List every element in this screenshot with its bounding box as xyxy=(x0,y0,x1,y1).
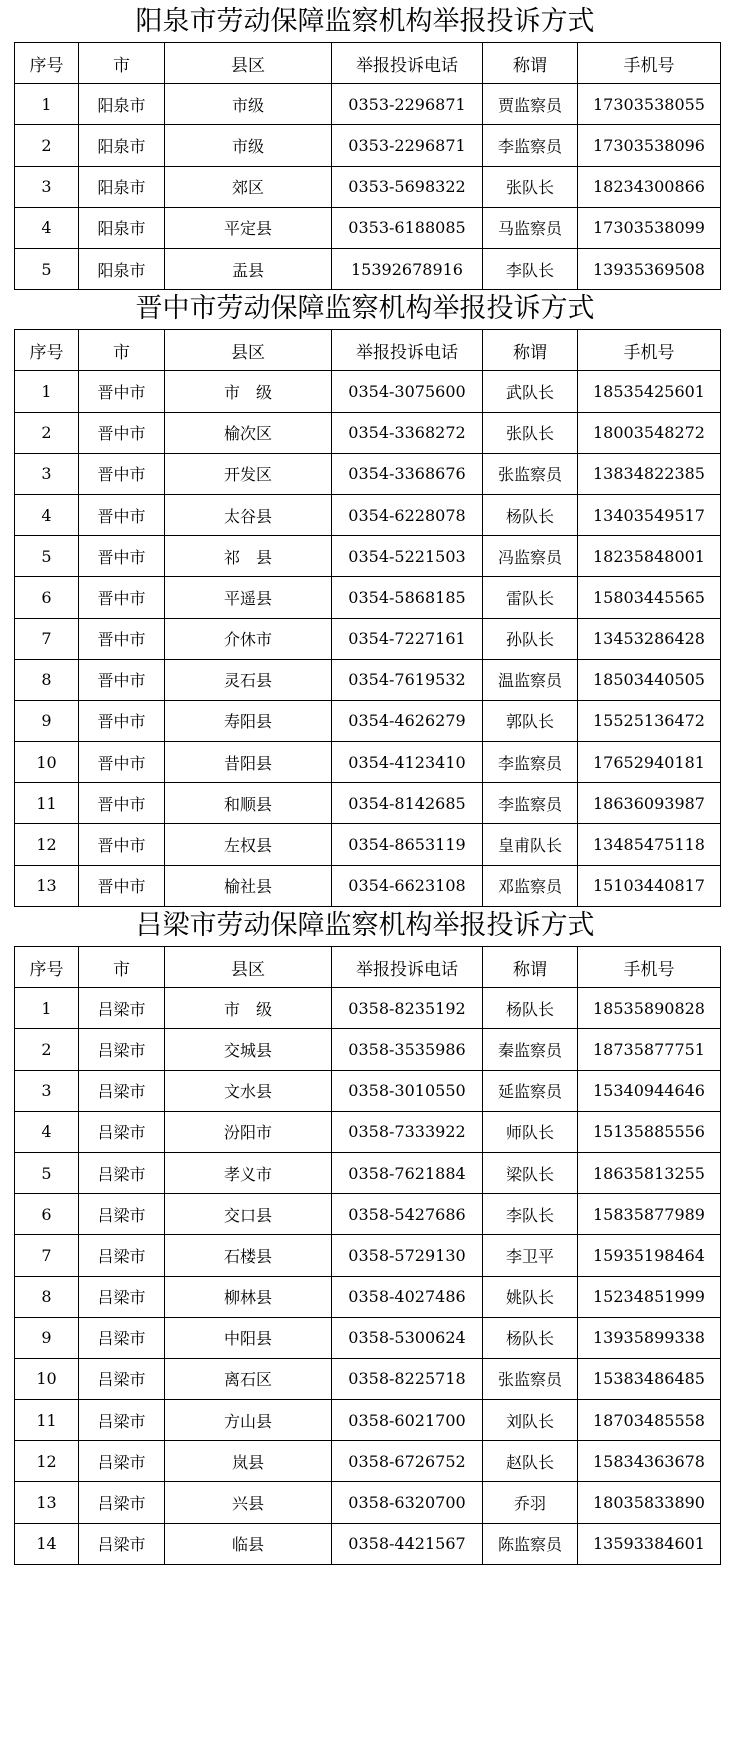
header-hotline: 举报投诉电话 xyxy=(332,330,483,371)
cell-district: 寿阳县 xyxy=(165,700,332,741)
table-header-row xyxy=(15,43,721,84)
cell-mobile: 15834363678 xyxy=(578,1441,721,1482)
cell-mobile: 18003548272 xyxy=(578,412,721,453)
cell-district: 灵石县 xyxy=(165,659,332,700)
cell-mobile: 15935198464 xyxy=(578,1235,721,1276)
cell-seq: 12 xyxy=(15,824,79,865)
cell-title: 延监察员 xyxy=(483,1070,578,1111)
cell-seq: 1 xyxy=(15,988,79,1029)
cell-hotline: 0358-8225718 xyxy=(332,1358,483,1399)
cell-city: 晋中市 xyxy=(79,742,165,783)
cell-title: 李监察员 xyxy=(483,742,578,783)
section-title: 吕梁市劳动保障监察机构举报投诉方式 xyxy=(135,910,595,941)
cell-seq: 10 xyxy=(15,742,79,783)
table-row xyxy=(15,494,721,535)
cell-title: 温监察员 xyxy=(483,659,578,700)
cell-hotline: 0354-6228078 xyxy=(332,494,483,535)
cell-hotline: 0354-8653119 xyxy=(332,824,483,865)
table-row xyxy=(15,783,721,824)
header-seq: 序号 xyxy=(15,330,79,371)
cell-hotline: 0358-6726752 xyxy=(332,1441,483,1482)
cell-title: 邓监察员 xyxy=(483,865,578,906)
header-city: 市 xyxy=(79,330,165,371)
cell-seq: 7 xyxy=(15,618,79,659)
cell-hotline: 0358-4027486 xyxy=(332,1276,483,1317)
table-row xyxy=(15,207,721,248)
cell-hotline: 0358-6320700 xyxy=(332,1482,483,1523)
cell-district: 左权县 xyxy=(165,824,332,865)
table-row xyxy=(15,824,721,865)
cell-hotline: 0358-7333922 xyxy=(332,1111,483,1152)
cell-mobile: 18636093987 xyxy=(578,783,721,824)
table-row xyxy=(15,659,721,700)
contact-table xyxy=(14,329,721,907)
cell-district: 临县 xyxy=(165,1523,332,1564)
cell-hotline: 0354-7619532 xyxy=(332,659,483,700)
cell-hotline: 0358-3010550 xyxy=(332,1070,483,1111)
cell-mobile: 13593384601 xyxy=(578,1523,721,1564)
cell-mobile: 13935899338 xyxy=(578,1317,721,1358)
cell-seq: 9 xyxy=(15,700,79,741)
cell-city: 阳泉市 xyxy=(79,248,165,289)
cell-district: 介休市 xyxy=(165,618,332,659)
cell-district: 榆社县 xyxy=(165,865,332,906)
cell-title: 杨队长 xyxy=(483,494,578,535)
table-row xyxy=(15,125,721,166)
table-row xyxy=(15,1111,721,1152)
cell-mobile: 13403549517 xyxy=(578,494,721,535)
table-row xyxy=(15,1276,721,1317)
cell-title: 李队长 xyxy=(483,1194,578,1235)
table-row xyxy=(15,1358,721,1399)
cell-mobile: 13485475118 xyxy=(578,824,721,865)
cell-city: 晋中市 xyxy=(79,659,165,700)
cell-hotline: 0354-6623108 xyxy=(332,865,483,906)
header-seq: 序号 xyxy=(15,947,79,988)
cell-city: 晋中市 xyxy=(79,824,165,865)
cell-mobile: 15135885556 xyxy=(578,1111,721,1152)
cell-mobile: 18503440505 xyxy=(578,659,721,700)
cell-city: 阳泉市 xyxy=(79,166,165,207)
cell-district: 市级 xyxy=(165,125,332,166)
table-row xyxy=(15,84,721,125)
cell-city: 吕梁市 xyxy=(79,1482,165,1523)
cell-mobile: 15383486485 xyxy=(578,1358,721,1399)
cell-city: 吕梁市 xyxy=(79,1235,165,1276)
cell-mobile: 18735877751 xyxy=(578,1029,721,1070)
cell-title: 师队长 xyxy=(483,1111,578,1152)
cell-city: 晋中市 xyxy=(79,577,165,618)
cell-district: 石楼县 xyxy=(165,1235,332,1276)
cell-city: 吕梁市 xyxy=(79,1400,165,1441)
cell-seq: 12 xyxy=(15,1441,79,1482)
contact-table xyxy=(14,946,721,1565)
cell-hotline: 0354-4123410 xyxy=(332,742,483,783)
cell-hotline: 0358-6021700 xyxy=(332,1400,483,1441)
cell-title: 冯监察员 xyxy=(483,536,578,577)
cell-mobile: 15803445565 xyxy=(578,577,721,618)
cell-city: 晋中市 xyxy=(79,412,165,453)
cell-city: 阳泉市 xyxy=(79,84,165,125)
cell-seq: 6 xyxy=(15,1194,79,1235)
header-mobile: 手机号 xyxy=(578,947,721,988)
cell-district: 中阳县 xyxy=(165,1317,332,1358)
cell-title: 皇甫队长 xyxy=(483,824,578,865)
cell-district: 和顺县 xyxy=(165,783,332,824)
cell-title: 姚队长 xyxy=(483,1276,578,1317)
cell-title: 杨队长 xyxy=(483,1317,578,1358)
cell-seq: 5 xyxy=(15,1152,79,1193)
header-city: 市 xyxy=(79,947,165,988)
cell-hotline: 0354-5868185 xyxy=(332,577,483,618)
cell-seq: 3 xyxy=(15,453,79,494)
cell-district: 祁 县 xyxy=(165,536,332,577)
header-title: 称谓 xyxy=(483,947,578,988)
cell-seq: 8 xyxy=(15,1276,79,1317)
cell-district: 交城县 xyxy=(165,1029,332,1070)
cell-mobile: 15525136472 xyxy=(578,700,721,741)
cell-title: 张队长 xyxy=(483,166,578,207)
cell-hotline: 0353-6188085 xyxy=(332,207,483,248)
cell-title: 孙队长 xyxy=(483,618,578,659)
cell-hotline: 0354-3368272 xyxy=(332,412,483,453)
cell-district: 平定县 xyxy=(165,207,332,248)
cell-seq: 13 xyxy=(15,1482,79,1523)
cell-hotline: 0358-5729130 xyxy=(332,1235,483,1276)
table-row xyxy=(15,1441,721,1482)
cell-hotline: 0354-5221503 xyxy=(332,536,483,577)
table-row xyxy=(15,988,721,1029)
contact-table xyxy=(14,42,721,290)
table-row xyxy=(15,1482,721,1523)
cell-mobile: 17652940181 xyxy=(578,742,721,783)
cell-city: 吕梁市 xyxy=(79,1029,165,1070)
cell-hotline: 0353-2296871 xyxy=(332,125,483,166)
cell-seq: 11 xyxy=(15,1400,79,1441)
cell-city: 吕梁市 xyxy=(79,1317,165,1358)
table-row xyxy=(15,742,721,783)
cell-seq: 9 xyxy=(15,1317,79,1358)
table-row xyxy=(15,1152,721,1193)
cell-mobile: 18235848001 xyxy=(578,536,721,577)
cell-seq: 5 xyxy=(15,536,79,577)
cell-district: 市 级 xyxy=(165,371,332,412)
cell-title: 雷队长 xyxy=(483,577,578,618)
cell-city: 阳泉市 xyxy=(79,207,165,248)
header-title: 称谓 xyxy=(483,43,578,84)
cell-mobile: 18635813255 xyxy=(578,1152,721,1193)
cell-district: 离石区 xyxy=(165,1358,332,1399)
cell-city: 吕梁市 xyxy=(79,1441,165,1482)
cell-hotline: 0354-7227161 xyxy=(332,618,483,659)
header-district: 县区 xyxy=(165,43,332,84)
cell-district: 汾阳市 xyxy=(165,1111,332,1152)
cell-title: 梁队长 xyxy=(483,1152,578,1193)
cell-seq: 1 xyxy=(15,371,79,412)
table-row xyxy=(15,453,721,494)
cell-city: 晋中市 xyxy=(79,865,165,906)
cell-seq: 4 xyxy=(15,1111,79,1152)
table-row xyxy=(15,1070,721,1111)
cell-hotline: 0358-5427686 xyxy=(332,1194,483,1235)
table-row xyxy=(15,577,721,618)
cell-district: 市级 xyxy=(165,84,332,125)
cell-seq: 10 xyxy=(15,1358,79,1399)
cell-title: 赵队长 xyxy=(483,1441,578,1482)
cell-seq: 4 xyxy=(15,494,79,535)
cell-district: 昔阳县 xyxy=(165,742,332,783)
cell-seq: 11 xyxy=(15,783,79,824)
table-row xyxy=(15,1523,721,1564)
cell-title: 张监察员 xyxy=(483,1358,578,1399)
cell-mobile: 17303538055 xyxy=(578,84,721,125)
cell-mobile: 13935369508 xyxy=(578,248,721,289)
table-row xyxy=(15,1194,721,1235)
cell-mobile: 15835877989 xyxy=(578,1194,721,1235)
cell-title: 乔羽 xyxy=(483,1482,578,1523)
cell-mobile: 18234300866 xyxy=(578,166,721,207)
cell-hotline: 15392678916 xyxy=(332,248,483,289)
cell-city: 吕梁市 xyxy=(79,1152,165,1193)
cell-seq: 7 xyxy=(15,1235,79,1276)
table-row xyxy=(15,1235,721,1276)
cell-title: 武队长 xyxy=(483,371,578,412)
cell-city: 吕梁市 xyxy=(79,1194,165,1235)
cell-title: 张队长 xyxy=(483,412,578,453)
table-row xyxy=(15,1400,721,1441)
cell-district: 交口县 xyxy=(165,1194,332,1235)
cell-hotline: 0358-8235192 xyxy=(332,988,483,1029)
header-seq: 序号 xyxy=(15,43,79,84)
cell-city: 晋中市 xyxy=(79,618,165,659)
cell-mobile: 13453286428 xyxy=(578,618,721,659)
cell-district: 方山县 xyxy=(165,1400,332,1441)
cell-seq: 13 xyxy=(15,865,79,906)
header-title: 称谓 xyxy=(483,330,578,371)
cell-seq: 3 xyxy=(15,1070,79,1111)
cell-title: 李监察员 xyxy=(483,125,578,166)
cell-hotline: 0353-2296871 xyxy=(332,84,483,125)
cell-seq: 14 xyxy=(15,1523,79,1564)
cell-city: 吕梁市 xyxy=(79,1111,165,1152)
cell-district: 郊区 xyxy=(165,166,332,207)
cell-city: 晋中市 xyxy=(79,783,165,824)
cell-title: 马监察员 xyxy=(483,207,578,248)
table-row xyxy=(15,166,721,207)
cell-mobile: 15234851999 xyxy=(578,1276,721,1317)
table-row xyxy=(15,1029,721,1070)
cell-district: 市 级 xyxy=(165,988,332,1029)
header-hotline: 举报投诉电话 xyxy=(332,947,483,988)
cell-title: 张监察员 xyxy=(483,453,578,494)
cell-mobile: 15340944646 xyxy=(578,1070,721,1111)
cell-seq: 2 xyxy=(15,412,79,453)
cell-district: 榆次区 xyxy=(165,412,332,453)
cell-district: 开发区 xyxy=(165,453,332,494)
cell-district: 孝义市 xyxy=(165,1152,332,1193)
cell-district: 太谷县 xyxy=(165,494,332,535)
cell-hotline: 0353-5698322 xyxy=(332,166,483,207)
cell-title: 刘队长 xyxy=(483,1400,578,1441)
cell-district: 柳林县 xyxy=(165,1276,332,1317)
cell-hotline: 0358-3535986 xyxy=(332,1029,483,1070)
cell-title: 陈监察员 xyxy=(483,1523,578,1564)
cell-seq: 4 xyxy=(15,207,79,248)
cell-seq: 6 xyxy=(15,577,79,618)
section-title: 晋中市劳动保障监察机构举报投诉方式 xyxy=(135,293,595,325)
section-title: 阳泉市劳动保障监察机构举报投诉方式 xyxy=(135,6,595,37)
cell-district: 文水县 xyxy=(165,1070,332,1111)
cell-hotline: 0354-3368676 xyxy=(332,453,483,494)
table-row xyxy=(15,865,721,906)
cell-district: 兴县 xyxy=(165,1482,332,1523)
cell-city: 吕梁市 xyxy=(79,1358,165,1399)
table-row xyxy=(15,618,721,659)
cell-city: 阳泉市 xyxy=(79,125,165,166)
cell-city: 吕梁市 xyxy=(79,988,165,1029)
cell-mobile: 18035833890 xyxy=(578,1482,721,1523)
cell-hotline: 0354-4626279 xyxy=(332,700,483,741)
cell-mobile: 17303538096 xyxy=(578,125,721,166)
cell-mobile: 18535425601 xyxy=(578,371,721,412)
header-hotline: 举报投诉电话 xyxy=(332,43,483,84)
table-row xyxy=(15,700,721,741)
header-city: 市 xyxy=(79,43,165,84)
cell-seq: 1 xyxy=(15,84,79,125)
cell-title: 秦监察员 xyxy=(483,1029,578,1070)
cell-city: 晋中市 xyxy=(79,494,165,535)
cell-district: 平遥县 xyxy=(165,577,332,618)
cell-title: 杨队长 xyxy=(483,988,578,1029)
cell-seq: 3 xyxy=(15,166,79,207)
cell-title: 李队长 xyxy=(483,248,578,289)
cell-district: 盂县 xyxy=(165,248,332,289)
cell-city: 晋中市 xyxy=(79,700,165,741)
header-district: 县区 xyxy=(165,947,332,988)
cell-hotline: 0354-8142685 xyxy=(332,783,483,824)
table-row xyxy=(15,536,721,577)
cell-seq: 8 xyxy=(15,659,79,700)
cell-mobile: 17303538099 xyxy=(578,207,721,248)
cell-mobile: 18703485558 xyxy=(578,1400,721,1441)
table-row xyxy=(15,1317,721,1358)
table-header-row xyxy=(15,330,721,371)
cell-mobile: 13834822385 xyxy=(578,453,721,494)
table-row xyxy=(15,412,721,453)
cell-city: 吕梁市 xyxy=(79,1523,165,1564)
cell-title: 郭队长 xyxy=(483,700,578,741)
cell-hotline: 0354-3075600 xyxy=(332,371,483,412)
cell-hotline: 0358-7621884 xyxy=(332,1152,483,1193)
cell-title: 李卫平 xyxy=(483,1235,578,1276)
cell-city: 晋中市 xyxy=(79,536,165,577)
cell-hotline: 0358-4421567 xyxy=(332,1523,483,1564)
cell-mobile: 18535890828 xyxy=(578,988,721,1029)
header-mobile: 手机号 xyxy=(578,330,721,371)
table-row xyxy=(15,371,721,412)
cell-seq: 2 xyxy=(15,1029,79,1070)
cell-city: 晋中市 xyxy=(79,453,165,494)
header-mobile: 手机号 xyxy=(578,43,721,84)
table-row xyxy=(15,248,721,289)
cell-seq: 2 xyxy=(15,125,79,166)
table-header-row xyxy=(15,947,721,988)
cell-seq: 5 xyxy=(15,248,79,289)
cell-city: 吕梁市 xyxy=(79,1070,165,1111)
cell-hotline: 0358-5300624 xyxy=(332,1317,483,1358)
cell-city: 吕梁市 xyxy=(79,1276,165,1317)
cell-city: 晋中市 xyxy=(79,371,165,412)
cell-title: 贾监察员 xyxy=(483,84,578,125)
cell-title: 李监察员 xyxy=(483,783,578,824)
cell-district: 岚县 xyxy=(165,1441,332,1482)
cell-mobile: 15103440817 xyxy=(578,865,721,906)
header-district: 县区 xyxy=(165,330,332,371)
